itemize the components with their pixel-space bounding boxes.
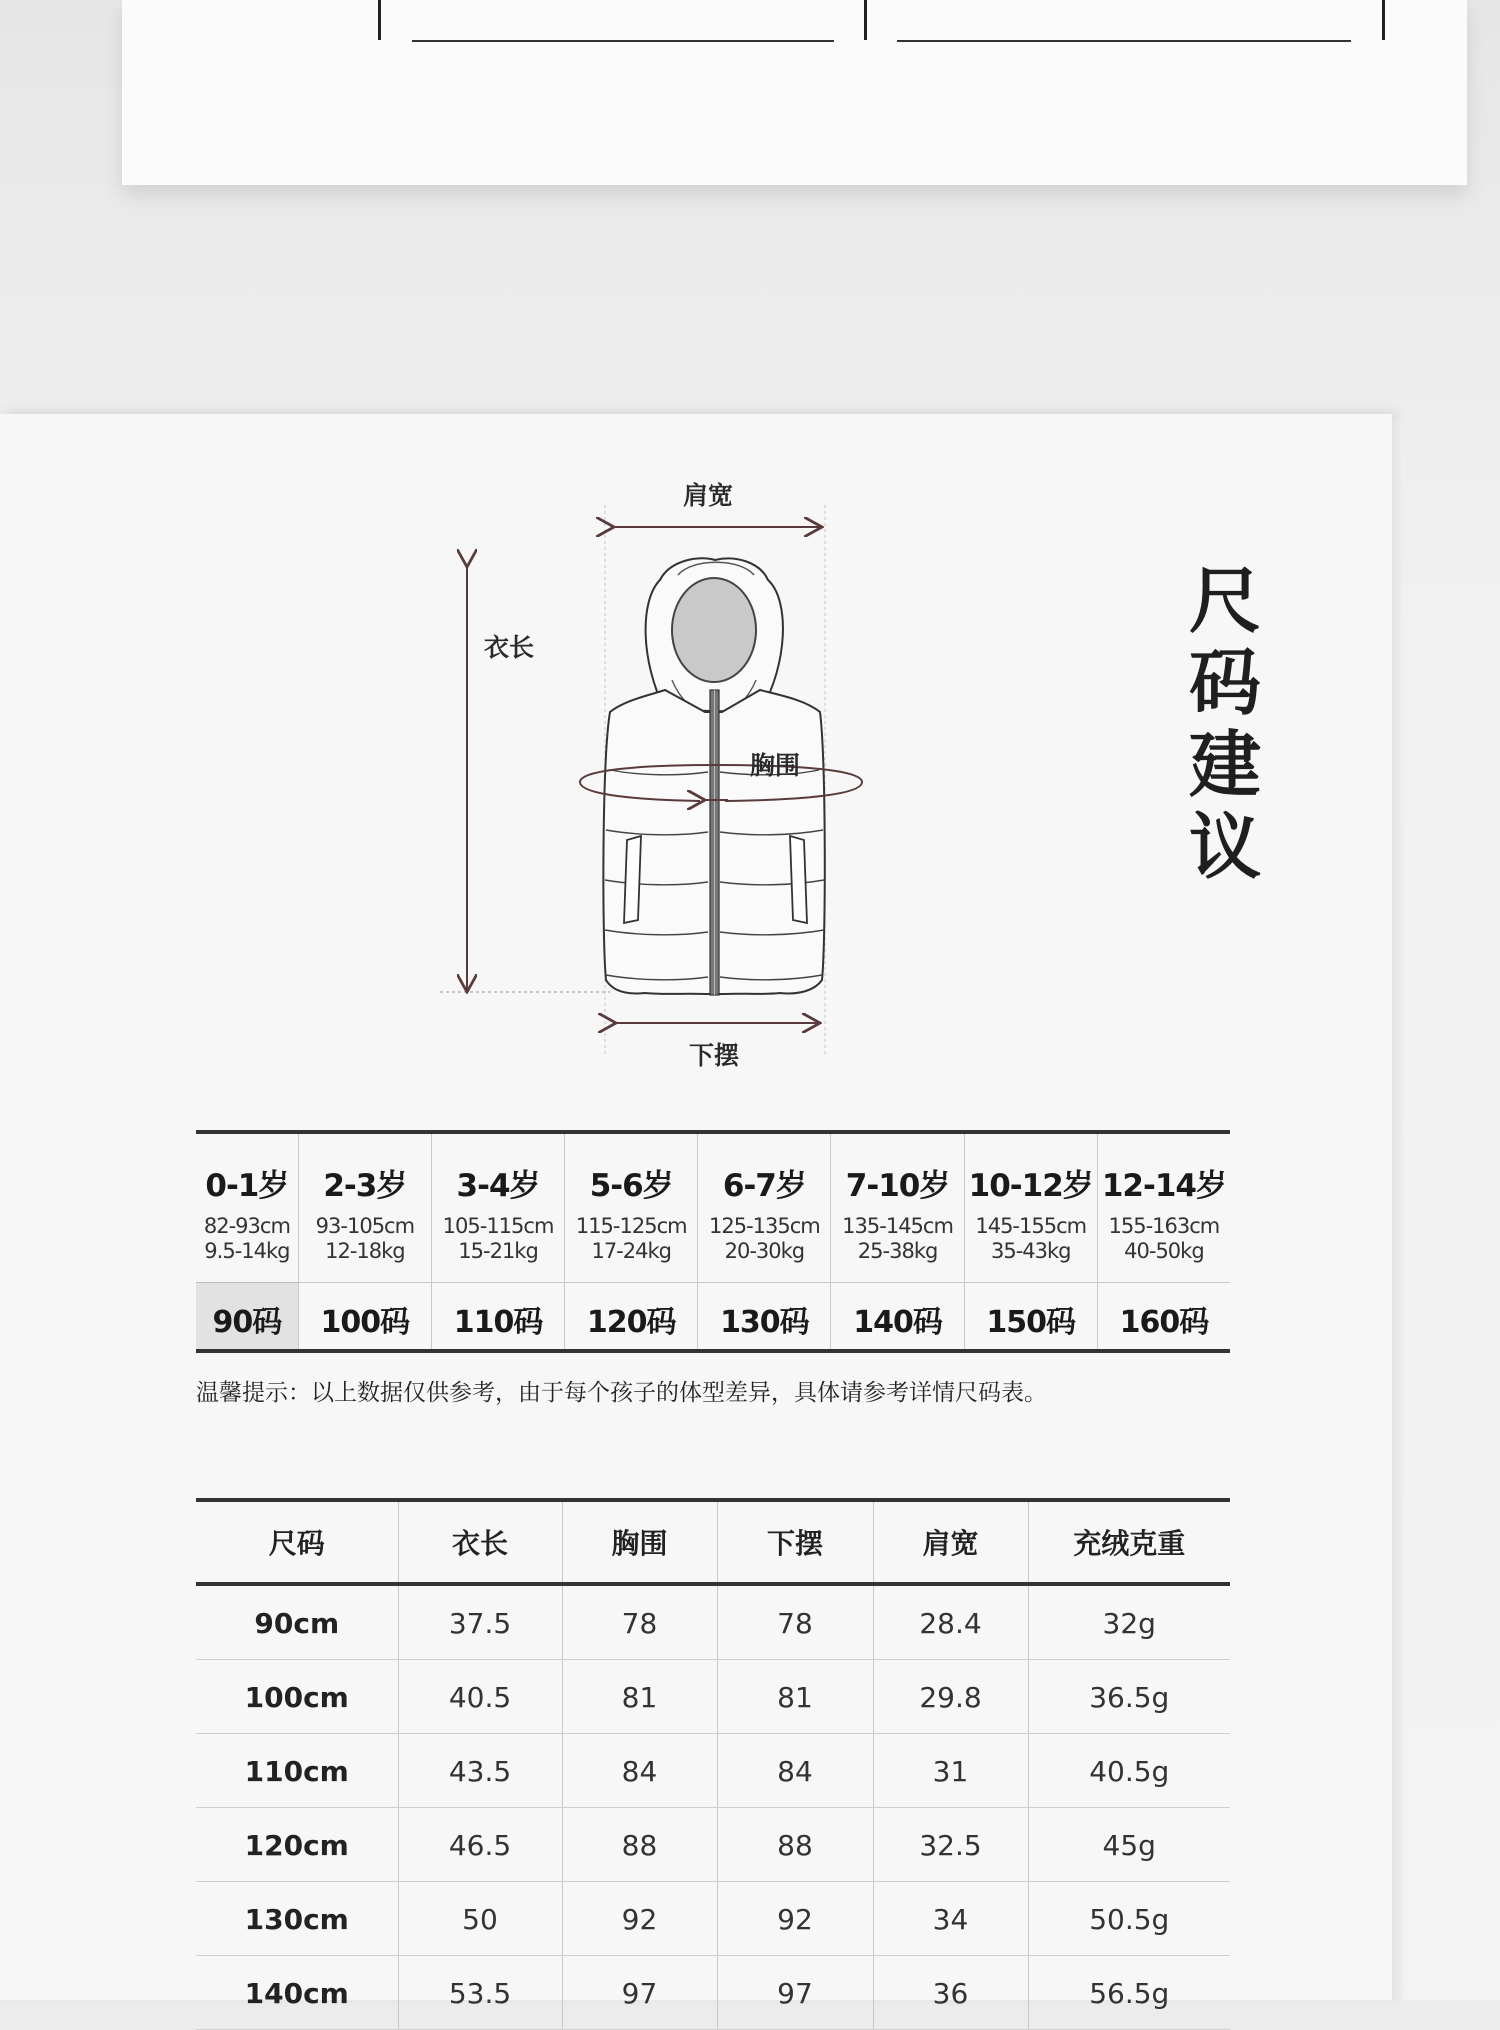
reference-tip: 温馨提示：以上数据仅供参考，由于每个孩子的体型差异，具体请参考详情尺码表。	[196, 1380, 1047, 1406]
cell: 140cm	[196, 1956, 398, 2030]
weight-range: 20-30kg	[724, 1239, 805, 1263]
cell: 81	[562, 1660, 717, 1734]
age-range: 2-3岁	[323, 1168, 407, 1204]
height-range: 145-155cm	[975, 1214, 1087, 1238]
hem-label: 下摆	[689, 1041, 740, 1070]
weight-range: 9.5-14kg	[204, 1239, 290, 1263]
cell: 84	[562, 1734, 717, 1808]
age-column	[964, 1134, 1097, 1349]
weight-range: 17-24kg	[591, 1239, 671, 1263]
height-range: 105-115cm	[442, 1214, 554, 1238]
recommended-size: 160码	[1119, 1305, 1209, 1340]
cell: 50	[398, 1882, 562, 1956]
header-hem: 下摆	[717, 1500, 873, 1584]
cell: 78	[717, 1584, 873, 1660]
cell: 36	[873, 1956, 1028, 2030]
cell: 81	[717, 1660, 873, 1734]
age-range: 5-6岁	[589, 1168, 673, 1204]
cell: 53.5	[398, 1956, 562, 2030]
recommended-size: 110码	[453, 1305, 543, 1340]
weight-range: 35-43kg	[990, 1239, 1071, 1263]
age-column	[1097, 1134, 1230, 1349]
cell: 120cm	[196, 1808, 398, 1882]
title-char: 尺	[1188, 559, 1261, 643]
height-range: 135-145cm	[842, 1214, 953, 1238]
cell: 88	[562, 1808, 717, 1882]
header-down-weight: 充绒克重	[1028, 1500, 1230, 1584]
cell: 97	[562, 1956, 717, 2030]
cell: 78	[562, 1584, 717, 1660]
cell: 40.5g	[1028, 1734, 1230, 1808]
cell: 130cm	[196, 1882, 398, 1956]
cell: 84	[717, 1734, 873, 1808]
age-range: 10-12岁	[968, 1168, 1093, 1204]
cell: 34	[873, 1882, 1028, 1956]
table-row	[196, 1584, 1230, 1660]
recommended-size: 100码	[320, 1305, 410, 1340]
weight-range: 12-18kg	[325, 1239, 405, 1263]
table-row	[196, 1734, 1230, 1808]
height-range: 115-125cm	[575, 1214, 687, 1238]
weight-range: 40-50kg	[1124, 1239, 1204, 1263]
cell: 43.5	[398, 1734, 562, 1808]
title-char: 议	[1188, 805, 1261, 889]
header-shoulder: 肩宽	[873, 1500, 1028, 1584]
cell: 46.5	[398, 1808, 562, 1882]
age-column	[830, 1134, 963, 1349]
age-column	[298, 1134, 431, 1349]
header-size: 尺码	[196, 1500, 398, 1584]
shoulder-width-label: 肩宽	[683, 481, 734, 510]
cell: 32.5	[873, 1808, 1028, 1882]
cell: 88	[717, 1808, 873, 1882]
recommended-size: 130码	[720, 1305, 809, 1340]
height-range: 155-163cm	[1108, 1214, 1220, 1238]
table-row	[196, 1660, 1230, 1734]
height-range: 82-93cm	[203, 1214, 290, 1238]
cell: 45g	[1028, 1808, 1230, 1882]
recommended-size: 150码	[986, 1305, 1076, 1340]
title-char: 码	[1188, 641, 1261, 725]
cell: 40.5	[398, 1660, 562, 1734]
cell: 92	[717, 1882, 873, 1956]
height-range: 93-105cm	[315, 1214, 415, 1238]
recommended-size: 120码	[586, 1305, 676, 1340]
table-row	[196, 1808, 1230, 1882]
cell: 32g	[1028, 1584, 1230, 1660]
recommended-size: 90码	[212, 1305, 282, 1340]
chest-label: 胸围	[750, 751, 801, 780]
weight-range: 25-38kg	[857, 1239, 938, 1263]
age-range: 12-14岁	[1101, 1168, 1226, 1204]
height-range: 125-135cm	[709, 1214, 820, 1238]
table-header-row	[196, 1500, 1230, 1584]
cell: 92	[562, 1882, 717, 1956]
header-length: 衣长	[398, 1500, 562, 1584]
cell: 28.4	[873, 1584, 1028, 1660]
cell: 37.5	[398, 1584, 562, 1660]
age-range: 3-4岁	[456, 1168, 540, 1204]
title-char: 建	[1188, 723, 1261, 807]
cell: 56.5g	[1028, 1956, 1230, 2030]
cell: 36.5g	[1028, 1660, 1230, 1734]
cell: 31	[873, 1734, 1028, 1808]
table-row	[196, 1882, 1230, 1956]
cell: 90cm	[196, 1584, 398, 1660]
age-range: 7-10岁	[845, 1168, 950, 1204]
age-range: 6-7岁	[722, 1168, 806, 1204]
cell: 100cm	[196, 1660, 398, 1734]
age-range: 0-1岁	[205, 1168, 289, 1204]
age-column	[564, 1134, 697, 1349]
cell: 29.8	[873, 1660, 1028, 1734]
measurement-table	[196, 1498, 1230, 2030]
recommended-size: 140码	[853, 1305, 942, 1340]
age-column	[697, 1134, 830, 1349]
header-chest: 胸围	[562, 1500, 717, 1584]
age-column	[196, 1134, 298, 1349]
age-size-table	[196, 1130, 1230, 1353]
weight-range: 15-21kg	[458, 1239, 538, 1263]
cell: 97	[717, 1956, 873, 2030]
garment-length-label: 衣长	[484, 633, 535, 662]
table-row	[196, 1956, 1230, 2030]
cell: 50.5g	[1028, 1882, 1230, 1956]
cell: 110cm	[196, 1734, 398, 1808]
age-column	[431, 1134, 564, 1349]
